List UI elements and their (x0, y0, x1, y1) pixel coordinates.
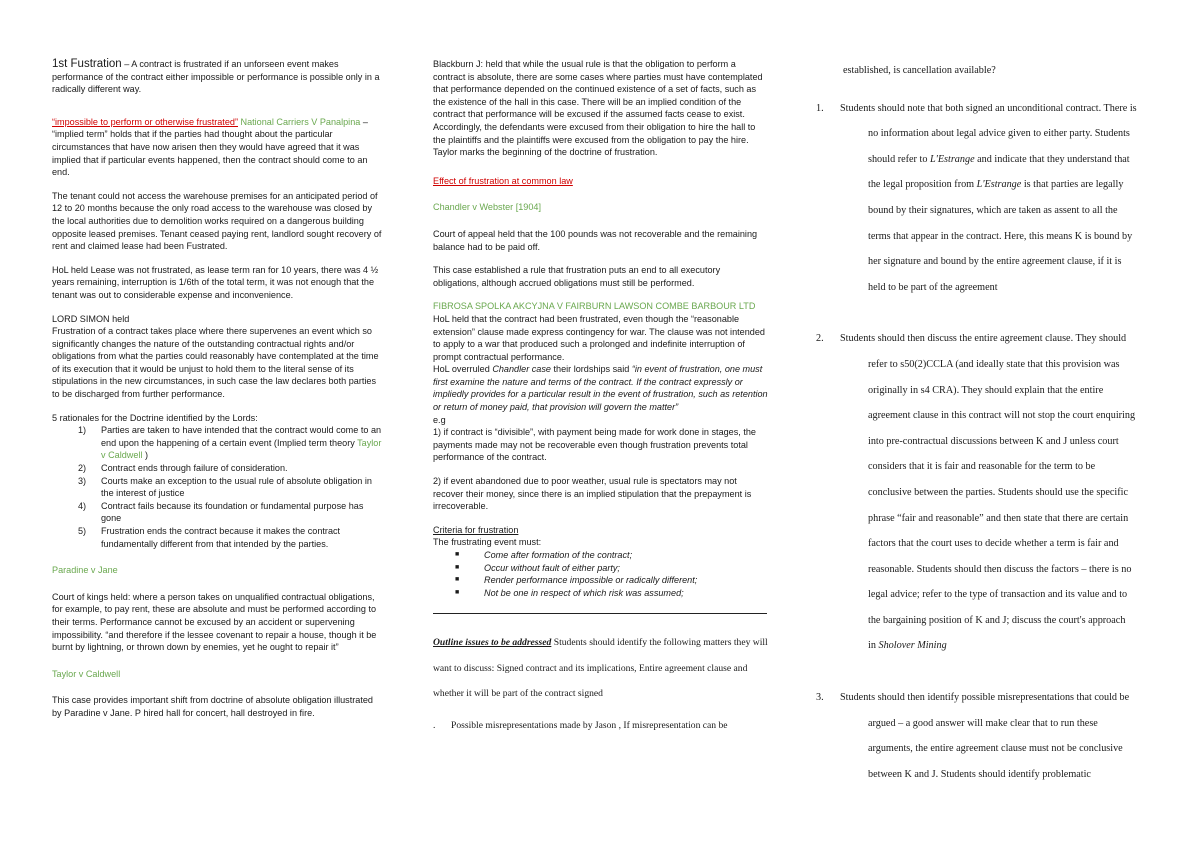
issue-line: conclusive between the parties. Students should use the specific (868, 486, 1128, 498)
column-middle (433, 58, 768, 738)
taylor-heading: Taylor v Caldwell (52, 668, 121, 679)
issue-line: her signature and bound by the entire agreement clause, if it is (868, 256, 1122, 268)
list-item: ■ Render performance impossible or radically different; (455, 575, 698, 586)
lord-simon-text: Frustration of a contract takes place where there supervenes an event which so significantly changes the nature of the outstanding contractual rights and/or obligations from what the parties could reasonably have contemplated at the time of its execution that it would be unjust to hold them to the literal sense of its stipulations in the new circumstances, in such case the law declares both parties to be discharged from further performance. (52, 326, 379, 400)
eg-weather: 2) if event abandoned due to poor weather, usual rule is spectators may not recover their money, since there is an implied stipulation that the prepayment is irrecoverable. (433, 476, 752, 512)
issue-line: legal advice; refer to the type of transaction and its value and to (868, 589, 1128, 601)
issue-number: 2. (816, 333, 824, 345)
established-line: established, is cancellation available? (843, 65, 996, 76)
issue-line: factors that the court uses to decide whether a term is fair and (868, 538, 1119, 550)
issue-line: originally in s4 CRA). They should explain that the entire (868, 384, 1104, 396)
national-carriers-para (52, 116, 384, 179)
impossible-label: “impossible to perform or otherwise frustrated” (52, 116, 238, 127)
criteria-list (433, 549, 768, 599)
list-item: ■ Not be one in respect of which risk was assumed; (455, 587, 684, 598)
issue-line: argued – a good answer will make clear that to run these (868, 717, 1098, 729)
frustration-definition: – A contract is frustrated if an unforseen event makes performance of the contract either impossible or performance is possible only in a radically different way. (52, 59, 380, 95)
issue-line: the legal proposition from L'Estrange is that parties are legally (868, 179, 1124, 191)
issue-line: arguments, the entire agreement clause must not be conclusive (868, 743, 1123, 755)
hol-overruled-text: HoL overruled Chandler case their lordships said “in event of frustration, one must first examine the nature and terms of the contract. If the contract expressly or impliedly provides for a particular result in the event of frustration, such as retention or return of money paid, that provision will govern the matter” (433, 364, 768, 413)
frustration-intro (52, 58, 384, 96)
rationales-intro: 5 rationales for the Doctrine identified by the Lords: (52, 412, 258, 423)
taylor-text: This case provides important shift from doctrine of absolute obligation illustrated by Paradine v Jane. P hired hall for concert, hall destroyed in fire. (52, 695, 373, 718)
issue-line: reasonable. Students should then discuss the factors – there is no (868, 563, 1132, 575)
list-item: 5) Frustration ends the contract because it makes the contract fundamentally different from that intended by the parties. (78, 526, 341, 549)
effect-heading: Effect of frustration at common law (433, 175, 573, 186)
hol-lease-para: HoL held Lease was not frustrated, as lease term ran for 10 years, there was 4 ½ years remaining, interruption is 1/6th of the total term, it was not enough that the tenant was out to considerable expense and inconvenience. (52, 264, 379, 300)
chandler-heading: Chandler v Webster [1904] (433, 202, 542, 213)
tenant-para: The tenant could not access the warehouse premises for an anticipated period of 12 to 20 months because the only road access to the warehouse was closed by the local authorities due to demolition works required on a dangerous building opposite leased premises. Tenant ceased paying rent, landlord sought recovery of rent and claimed lease had been Fustrated. (52, 190, 382, 252)
issue-item (812, 96, 1157, 301)
eg-label: e.g (433, 414, 446, 425)
issue-line: 2. Students should then discuss the entire agreement clause. They should (812, 326, 1157, 352)
paradine-heading: Paradine v Jane (52, 565, 118, 576)
lord-simon-label: LORD SIMON held (52, 313, 130, 324)
fibrosa-heading: FIBROSA SPOLKA AKCYJNA V FAIRBURN LAWSON COMBE BARBOUR LTD (433, 301, 756, 312)
list-item: ■ Come after formation of the contract; (455, 550, 633, 560)
issue-line: into pre-contractual discussions between K and J unless court (868, 435, 1119, 447)
issue-item (812, 326, 1157, 659)
issue-line: terms that appear in the contract. Here, this means K is bound by (868, 230, 1133, 242)
issue-line: phrase “fair and reasonable” and then state that there are certain (868, 512, 1129, 524)
chandler-text: Court of appeal held that the 100 pounds was not recoverable and the remaining balance had to be paid off. (433, 228, 758, 252)
issue-line: no information about legal advice given to either party. Students (868, 128, 1130, 140)
national-carriers-text: – “implied term” holds that if the parties had thought about the particular circumstances that have now arisen then they would have agreed that it was implied that if particular events happened, then the contract should come to an end. (52, 116, 368, 178)
frustration-heading: 1st Fustration (52, 58, 122, 70)
blackburn-para: Blackburn J: held that while the usual rule is that the obligation to perform a contract is absolute, there are some cases where parties must have contemplated that performance depended on the continued existence of a set of facts, such as the existence of the hall in this case. There will be an implied condition of the contract that performance will be excused if the assumed facts cease to exist. Accordingly, the defendants were excused from their obligation to hire the hall to the plaintiffs and the plaintiffs were excused from the obligation to pay the hire. Taylor marks the beginning of the doctrine of frustration. (433, 59, 763, 158)
issue-line: the bargaining position of K and J; discuss the court's approach (868, 614, 1126, 626)
criteria-intro: The frustrating event must: (433, 537, 542, 548)
issue-number: 1. (816, 102, 824, 114)
issue-line: agreement clause in this contract will not stop the court enquiring (868, 410, 1136, 422)
column-left (52, 58, 384, 720)
issues-list (812, 96, 1157, 788)
issue-line: should refer to L'Estrange and indicate that they understand that (868, 153, 1130, 165)
paradine-text: Court of kings held: where a person takes on unqualified contractual obligations, for example, to pay rent, these are absolute and must be performed according to their terms. Performance cannot be excused by an accident or supervening impossibility. “and therefore if the lessee covenant to repair a house, though it be burnt by lightning, or thrown down by enemies, yet he ought to repair it” (52, 591, 377, 653)
issue-line: 3. Students should then identify possible misrepresentations that could be (812, 685, 1157, 711)
criteria-heading: Criteria for frustration (433, 524, 519, 535)
section-divider (433, 613, 767, 614)
issue-item (812, 685, 1157, 787)
list-item: 3) Courts make an exception to the usual rule of absolute obligation in the interest of justice (78, 475, 372, 499)
case-rule-text: This case established a rule that frustration puts an end to all executory obligations, although accrued obligations must still be performed. (433, 265, 721, 288)
issue-line: refer to s50(2)CCLA (and ideally state that this provision was (868, 358, 1120, 370)
list-item: 4) Contract fails because its foundation or fundamental purpose has gone (78, 500, 364, 524)
issue-line: between K and J. Students should identify problematic (868, 768, 1091, 780)
outline-para: Outline issues to be addressed Students should identify the following matters they will want to discuss: Signed contract and its implications, Entire agreement clause and whether it will be part of the contract signed (433, 637, 768, 700)
list-item: 1) Parties are taken to have intended that the contract would come to an end upon the happening of a certain event (Implied term theory Taylor v Caldwell ) (78, 425, 382, 461)
national-carriers-case: National Carriers V Panalpina (237, 116, 361, 127)
possible-misrep-para: . Possible misrepresentations made by Jason , If misrepresentation can be (433, 719, 728, 731)
issue-number: 3. (816, 692, 824, 704)
issue-line: considers that it is fair and reasonable for the term to be (868, 461, 1096, 473)
issue-line: held to be part of the agreement (868, 281, 998, 293)
outline-heading: Outline issues to be addressed (433, 637, 552, 649)
issue-line: 1. Students should note that both signed an unconditional contract. There is (812, 96, 1157, 122)
rationales-list (52, 424, 384, 550)
issue-line: bound by their signatures, which are taken as assent to all the (868, 204, 1118, 216)
eg-divisible: 1) if contract is “divisible”, with payment being made for work done in stages, the payments made may not be recoverable even though frustration prevents total performance of the contract. (433, 427, 756, 463)
list-item: ■ Occur without fault of either party; (455, 562, 620, 573)
issue-line: in Sholover Mining (868, 640, 947, 652)
list-item: 2) Contract ends through failure of consideration. (78, 463, 288, 474)
column-right (812, 58, 1157, 787)
fibrosa-text: HoL held that the contract had been frustrated, even though the “reasonable extension” clause made express contingency for war. The clause was not intended to apply to a war that produced such a prolonged and indefinite interruption of prompt contractual performance. (433, 313, 765, 362)
